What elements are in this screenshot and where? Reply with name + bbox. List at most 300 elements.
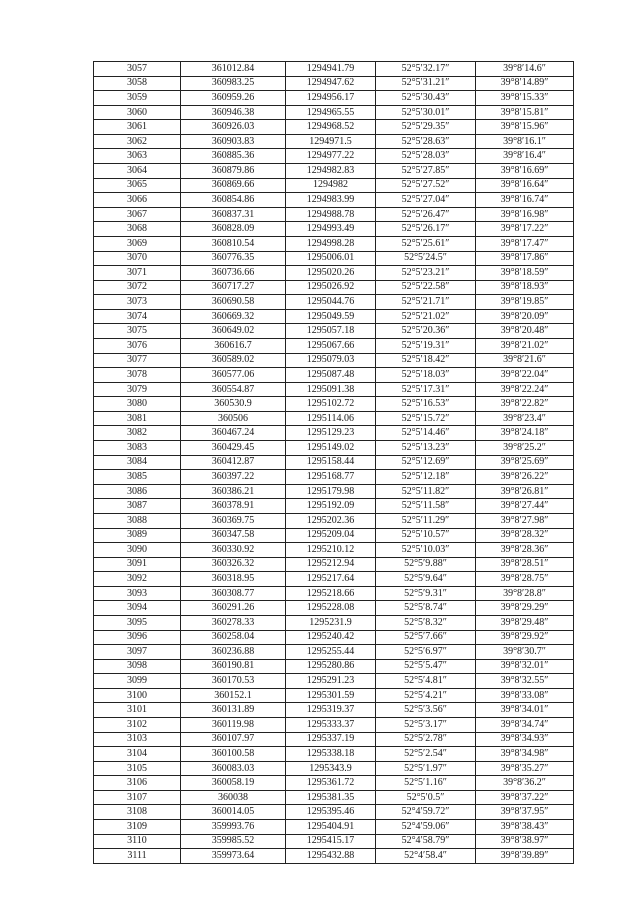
longitude-cell: 39°8′34.93″ [476,732,574,747]
x-coordinate-cell: 360386.21 [181,484,286,499]
latitude-cell: 52°4′59.72″ [376,805,476,820]
longitude-cell: 39°8′24.18″ [476,426,574,441]
longitude-cell: 39°8′26.81″ [476,484,574,499]
longitude-cell: 39°8′28.36″ [476,543,574,558]
latitude-cell: 52°5′30.01″ [376,105,476,120]
point-number-cell: 3103 [94,732,181,747]
latitude-cell: 52°5′10.57″ [376,528,476,543]
longitude-cell: 39°8′27.44″ [476,499,574,514]
table-row [94,688,574,703]
latitude-cell: 52°5′25.61″ [376,236,476,251]
point-number-cell: 3073 [94,295,181,310]
y-coordinate-cell: 1294971.5 [286,134,376,149]
latitude-cell: 52°5′9.31″ [376,586,476,601]
table-row [94,178,574,193]
longitude-cell: 39°8′23.4″ [476,411,574,426]
latitude-cell: 52°5′9.88″ [376,557,476,572]
point-number-cell: 3108 [94,805,181,820]
table-row [94,484,574,499]
table-row [94,62,574,77]
longitude-cell: 39°8′36.2″ [476,776,574,791]
point-number-cell: 3087 [94,499,181,514]
point-number-cell: 3090 [94,543,181,558]
longitude-cell: 39°8′33.08″ [476,688,574,703]
latitude-cell: 52°5′26.17″ [376,222,476,237]
latitude-cell: 52°5′12.69″ [376,455,476,470]
longitude-cell: 39°8′34.98″ [476,747,574,762]
y-coordinate-cell: 1295020.26 [286,266,376,281]
longitude-cell: 39°8′38.97″ [476,834,574,849]
point-number-cell: 3110 [94,834,181,849]
table-row [94,441,574,456]
y-coordinate-cell: 1295179.98 [286,484,376,499]
point-number-cell: 3080 [94,397,181,412]
y-coordinate-cell: 1295158.44 [286,455,376,470]
y-coordinate-cell: 1295280.86 [286,659,376,674]
x-coordinate-cell: 360885.36 [181,149,286,164]
point-number-cell: 3094 [94,601,181,616]
latitude-cell: 52°5′9.64″ [376,572,476,587]
point-number-cell: 3096 [94,630,181,645]
latitude-cell: 52°5′23.21″ [376,266,476,281]
y-coordinate-cell: 1295228.08 [286,601,376,616]
y-coordinate-cell: 1294988.78 [286,207,376,222]
latitude-cell: 52°5′19.31″ [376,338,476,353]
table-row [94,615,574,630]
x-coordinate-cell: 360412.87 [181,455,286,470]
x-coordinate-cell: 360278.33 [181,615,286,630]
longitude-cell: 39°8′29.29″ [476,601,574,616]
y-coordinate-cell: 1295381.35 [286,790,376,805]
latitude-cell: 52°5′14.46″ [376,426,476,441]
point-number-cell: 3058 [94,76,181,91]
y-coordinate-cell: 1295333.37 [286,718,376,733]
x-coordinate-cell: 360903.83 [181,134,286,149]
point-number-cell: 3085 [94,470,181,485]
table-row [94,703,574,718]
x-coordinate-cell: 360879.86 [181,164,286,179]
x-coordinate-cell: 360776.35 [181,251,286,266]
latitude-cell: 52°5′2.54″ [376,747,476,762]
y-coordinate-cell: 1295114.06 [286,411,376,426]
table-row [94,820,574,835]
table-row [94,91,574,106]
y-coordinate-cell: 1295404.91 [286,820,376,835]
y-coordinate-cell: 1294977.22 [286,149,376,164]
latitude-cell: 52°5′5.47″ [376,659,476,674]
y-coordinate-cell: 1295432.88 [286,849,376,864]
point-number-cell: 3075 [94,324,181,339]
longitude-cell: 39°8′37.22″ [476,790,574,805]
longitude-cell: 39°8′18.59″ [476,266,574,281]
y-coordinate-cell: 1295395.46 [286,805,376,820]
point-number-cell: 3074 [94,309,181,324]
point-number-cell: 3063 [94,149,181,164]
longitude-cell: 39°8′22.24″ [476,382,574,397]
table-row [94,499,574,514]
y-coordinate-cell: 1295210.12 [286,543,376,558]
y-coordinate-cell: 1295240.42 [286,630,376,645]
point-number-cell: 3082 [94,426,181,441]
longitude-cell: 39°8′28.32″ [476,528,574,543]
table-row [94,557,574,572]
longitude-cell: 39°8′15.81″ [476,105,574,120]
point-number-cell: 3104 [94,747,181,762]
x-coordinate-cell: 360190.81 [181,659,286,674]
point-number-cell: 3102 [94,718,181,733]
y-coordinate-cell: 1295319.37 [286,703,376,718]
latitude-cell: 52°5′27.85″ [376,164,476,179]
x-coordinate-cell: 360308.77 [181,586,286,601]
y-coordinate-cell: 1295057.18 [286,324,376,339]
latitude-cell: 52°5′2.78″ [376,732,476,747]
y-coordinate-cell: 1295192.09 [286,499,376,514]
x-coordinate-cell: 360589.02 [181,353,286,368]
latitude-cell: 52°5′20.36″ [376,324,476,339]
y-coordinate-cell: 1295067.66 [286,338,376,353]
x-coordinate-cell: 360616.7 [181,338,286,353]
y-coordinate-cell: 1295044.76 [286,295,376,310]
y-coordinate-cell: 1294982.83 [286,164,376,179]
latitude-cell: 52°5′11.29″ [376,513,476,528]
x-coordinate-cell: 360258.04 [181,630,286,645]
latitude-cell: 52°5′11.82″ [376,484,476,499]
latitude-cell: 52°5′22.58″ [376,280,476,295]
x-coordinate-cell: 360083.03 [181,761,286,776]
point-number-cell: 3067 [94,207,181,222]
x-coordinate-cell: 360467.24 [181,426,286,441]
table-row [94,134,574,149]
latitude-cell: 52°5′26.47″ [376,207,476,222]
x-coordinate-cell: 360926.03 [181,120,286,135]
longitude-cell: 39°8′17.86″ [476,251,574,266]
longitude-cell: 39°8′20.48″ [476,324,574,339]
point-number-cell: 3084 [94,455,181,470]
latitude-cell: 52°5′6.97″ [376,645,476,660]
latitude-cell: 52°5′31.21″ [376,76,476,91]
y-coordinate-cell: 1294941.79 [286,62,376,77]
table-row [94,674,574,689]
y-coordinate-cell: 1295217.64 [286,572,376,587]
point-number-cell: 3109 [94,820,181,835]
longitude-cell: 39°8′30.7″ [476,645,574,660]
longitude-cell: 39°8′29.92″ [476,630,574,645]
x-coordinate-cell: 360038 [181,790,286,805]
table-row [94,397,574,412]
y-coordinate-cell: 1295087.48 [286,368,376,383]
y-coordinate-cell: 1295149.02 [286,441,376,456]
x-coordinate-cell: 360347.58 [181,528,286,543]
point-number-cell: 3078 [94,368,181,383]
table-row [94,849,574,864]
table-row [94,382,574,397]
x-coordinate-cell: 360369.75 [181,513,286,528]
x-coordinate-cell: 360014.05 [181,805,286,820]
x-coordinate-cell: 360717.27 [181,280,286,295]
point-number-cell: 3097 [94,645,181,660]
table-row [94,426,574,441]
longitude-cell: 39°8′38.43″ [476,820,574,835]
longitude-cell: 39°8′16.98″ [476,207,574,222]
coordinates-table [93,61,574,864]
y-coordinate-cell: 1295049.59 [286,309,376,324]
longitude-cell: 39°8′34.01″ [476,703,574,718]
coordinates-table-body [94,62,574,864]
longitude-cell: 39°8′14.89″ [476,76,574,91]
latitude-cell: 52°5′27.04″ [376,193,476,208]
x-coordinate-cell: 360318.95 [181,572,286,587]
x-coordinate-cell: 360152.1 [181,688,286,703]
y-coordinate-cell: 1295209.04 [286,528,376,543]
x-coordinate-cell: 360736.66 [181,266,286,281]
longitude-cell: 39°8′16.69″ [476,164,574,179]
table-row [94,280,574,295]
x-coordinate-cell: 359985.52 [181,834,286,849]
y-coordinate-cell: 1295415.17 [286,834,376,849]
latitude-cell: 52°4′58.4″ [376,849,476,864]
point-number-cell: 3099 [94,674,181,689]
point-number-cell: 3095 [94,615,181,630]
longitude-cell: 39°8′39.89″ [476,849,574,864]
x-coordinate-cell: 360291.26 [181,601,286,616]
y-coordinate-cell: 1295343.9 [286,761,376,776]
longitude-cell: 39°8′15.33″ [476,91,574,106]
longitude-cell: 39°8′14.6″ [476,62,574,77]
table-row [94,805,574,820]
longitude-cell: 39°8′16.1″ [476,134,574,149]
x-coordinate-cell: 360100.58 [181,747,286,762]
longitude-cell: 39°8′20.09″ [476,309,574,324]
table-row [94,586,574,601]
latitude-cell: 52°5′8.32″ [376,615,476,630]
x-coordinate-cell: 359973.64 [181,849,286,864]
longitude-cell: 39°8′22.82″ [476,397,574,412]
y-coordinate-cell: 1295102.72 [286,397,376,412]
point-number-cell: 3071 [94,266,181,281]
latitude-cell: 52°5′0.5″ [376,790,476,805]
point-number-cell: 3064 [94,164,181,179]
longitude-cell: 39°8′32.55″ [476,674,574,689]
table-row [94,149,574,164]
point-number-cell: 3070 [94,251,181,266]
table-row [94,309,574,324]
latitude-cell: 52°5′1.97″ [376,761,476,776]
table-row [94,324,574,339]
longitude-cell: 39°8′28.75″ [476,572,574,587]
longitude-cell: 39°8′16.74″ [476,193,574,208]
table-row [94,295,574,310]
latitude-cell: 52°5′16.53″ [376,397,476,412]
longitude-cell: 39°8′28.51″ [476,557,574,572]
table-row [94,543,574,558]
x-coordinate-cell: 360554.87 [181,382,286,397]
point-number-cell: 3107 [94,790,181,805]
longitude-cell: 39°8′16.64″ [476,178,574,193]
point-number-cell: 3098 [94,659,181,674]
latitude-cell: 52°5′8.74″ [376,601,476,616]
x-coordinate-cell: 360854.86 [181,193,286,208]
table-row [94,207,574,222]
table-row [94,236,574,251]
latitude-cell: 52°4′59.06″ [376,820,476,835]
latitude-cell: 52°4′58.79″ [376,834,476,849]
point-number-cell: 3093 [94,586,181,601]
latitude-cell: 52°5′15.72″ [376,411,476,426]
longitude-cell: 39°8′19.85″ [476,295,574,310]
longitude-cell: 39°8′29.48″ [476,615,574,630]
latitude-cell: 52°5′21.02″ [376,309,476,324]
point-number-cell: 3105 [94,761,181,776]
y-coordinate-cell: 1295212.94 [286,557,376,572]
table-row [94,338,574,353]
longitude-cell: 39°8′34.74″ [476,718,574,733]
x-coordinate-cell: 360170.53 [181,674,286,689]
table-row [94,105,574,120]
latitude-cell: 52°5′18.42″ [376,353,476,368]
point-number-cell: 3069 [94,236,181,251]
longitude-cell: 39°8′17.22″ [476,222,574,237]
latitude-cell: 52°5′28.63″ [376,134,476,149]
point-number-cell: 3065 [94,178,181,193]
x-coordinate-cell: 360669.32 [181,309,286,324]
x-coordinate-cell: 360378.91 [181,499,286,514]
x-coordinate-cell: 360119.98 [181,718,286,733]
x-coordinate-cell: 360690.58 [181,295,286,310]
table-row [94,470,574,485]
x-coordinate-cell: 360828.09 [181,222,286,237]
y-coordinate-cell: 1295202.36 [286,513,376,528]
x-coordinate-cell: 360107.97 [181,732,286,747]
table-row [94,528,574,543]
point-number-cell: 3072 [94,280,181,295]
table-row [94,368,574,383]
latitude-cell: 52°5′3.17″ [376,718,476,733]
table-row [94,353,574,368]
y-coordinate-cell: 1295291.23 [286,674,376,689]
y-coordinate-cell: 1294947.62 [286,76,376,91]
point-number-cell: 3079 [94,382,181,397]
table-row [94,120,574,135]
longitude-cell: 39°8′26.22″ [476,470,574,485]
y-coordinate-cell: 1294965.55 [286,105,376,120]
table-row [94,251,574,266]
table-row [94,513,574,528]
y-coordinate-cell: 1295168.77 [286,470,376,485]
y-coordinate-cell: 1294998.28 [286,236,376,251]
x-coordinate-cell: 360530.9 [181,397,286,412]
latitude-cell: 52°5′30.43″ [376,91,476,106]
table-row [94,645,574,660]
latitude-cell: 52°5′29.35″ [376,120,476,135]
y-coordinate-cell: 1294983.99 [286,193,376,208]
table-row [94,572,574,587]
y-coordinate-cell: 1294993.49 [286,222,376,237]
y-coordinate-cell: 1295301.59 [286,688,376,703]
table-row [94,834,574,849]
longitude-cell: 39°8′18.93″ [476,280,574,295]
longitude-cell: 39°8′15.96″ [476,120,574,135]
point-number-cell: 3061 [94,120,181,135]
table-row [94,266,574,281]
x-coordinate-cell: 360649.02 [181,324,286,339]
latitude-cell: 52°5′32.17″ [376,62,476,77]
point-number-cell: 3077 [94,353,181,368]
longitude-cell: 39°8′27.98″ [476,513,574,528]
point-number-cell: 3089 [94,528,181,543]
x-coordinate-cell: 359993.76 [181,820,286,835]
point-number-cell: 3062 [94,134,181,149]
point-number-cell: 3068 [94,222,181,237]
y-coordinate-cell: 1294956.17 [286,91,376,106]
y-coordinate-cell: 1295026.92 [286,280,376,295]
point-number-cell: 3083 [94,441,181,456]
latitude-cell: 52°5′12.18″ [376,470,476,485]
point-number-cell: 3086 [94,484,181,499]
latitude-cell: 52°5′7.66″ [376,630,476,645]
y-coordinate-cell: 1294968.52 [286,120,376,135]
point-number-cell: 3059 [94,91,181,106]
table-row [94,761,574,776]
point-number-cell: 3092 [94,572,181,587]
point-number-cell: 3106 [94,776,181,791]
table-row [94,659,574,674]
y-coordinate-cell: 1295091.38 [286,382,376,397]
latitude-cell: 52°5′4.21″ [376,688,476,703]
table-row [94,76,574,91]
y-coordinate-cell: 1294982 [286,178,376,193]
x-coordinate-cell: 360397.22 [181,470,286,485]
table-row [94,193,574,208]
y-coordinate-cell: 1295218.66 [286,586,376,601]
y-coordinate-cell: 1295337.19 [286,732,376,747]
x-coordinate-cell: 360326.32 [181,557,286,572]
point-number-cell: 3060 [94,105,181,120]
point-number-cell: 3066 [94,193,181,208]
table-row [94,601,574,616]
latitude-cell: 52°5′4.81″ [376,674,476,689]
table-row [94,718,574,733]
longitude-cell: 39°8′25.69″ [476,455,574,470]
longitude-cell: 39°8′25.2″ [476,441,574,456]
y-coordinate-cell: 1295006.01 [286,251,376,266]
y-coordinate-cell: 1295255.44 [286,645,376,660]
x-coordinate-cell: 360131.89 [181,703,286,718]
x-coordinate-cell: 360837.31 [181,207,286,222]
x-coordinate-cell: 360946.38 [181,105,286,120]
point-number-cell: 3088 [94,513,181,528]
x-coordinate-cell: 360983.25 [181,76,286,91]
x-coordinate-cell: 360330.92 [181,543,286,558]
x-coordinate-cell: 360058.19 [181,776,286,791]
longitude-cell: 39°8′21.6″ [476,353,574,368]
x-coordinate-cell: 360810.54 [181,236,286,251]
point-number-cell: 3101 [94,703,181,718]
table-row [94,455,574,470]
latitude-cell: 52°5′21.71″ [376,295,476,310]
y-coordinate-cell: 1295129.23 [286,426,376,441]
latitude-cell: 52°5′17.31″ [376,382,476,397]
table-row [94,732,574,747]
longitude-cell: 39°8′16.4″ [476,149,574,164]
latitude-cell: 52°5′24.5″ [376,251,476,266]
latitude-cell: 52°5′27.52″ [376,178,476,193]
x-coordinate-cell: 360236.88 [181,645,286,660]
x-coordinate-cell: 360506 [181,411,286,426]
point-number-cell: 3081 [94,411,181,426]
y-coordinate-cell: 1295338.18 [286,747,376,762]
longitude-cell: 39°8′37.95″ [476,805,574,820]
y-coordinate-cell: 1295079.03 [286,353,376,368]
